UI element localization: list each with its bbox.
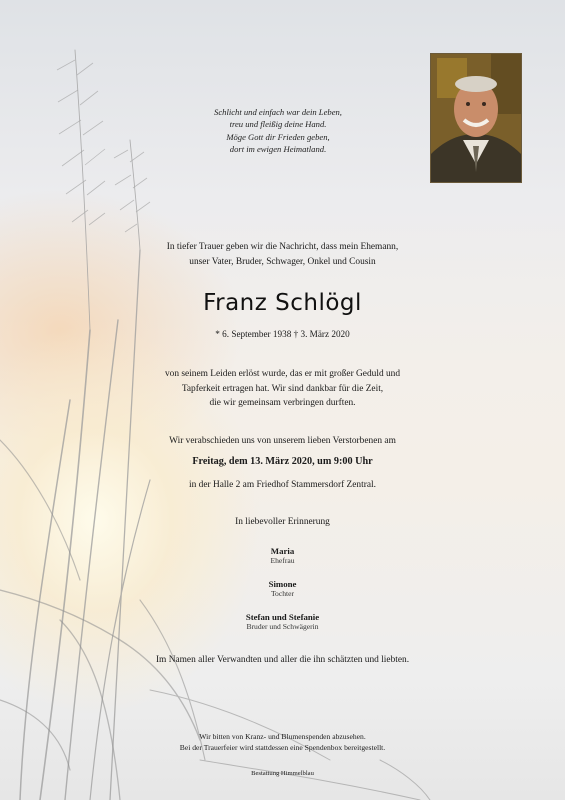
- portrait-photo: [430, 53, 522, 183]
- life-dates: * 6. September 1938 † 3. März 2020: [215, 329, 350, 339]
- relative-entry: [0, 579, 565, 598]
- message-line: die wir gemeinsam verbringen durften.: [209, 398, 356, 409]
- verse-line: Möge Gott dir Frieden geben,: [226, 131, 330, 142]
- relative-name: Maria: [270, 546, 295, 556]
- relative-entry: [0, 612, 565, 631]
- relative-name: Simone: [268, 579, 297, 589]
- relative-name: Stefan und Stefanie: [245, 612, 320, 622]
- footer-line: Bei der Trauerfeier wird stattdessen eine Spendenbox bereitgestellt.: [179, 743, 386, 752]
- funeral-home-credit: Bestattung Himmelblau: [251, 770, 314, 777]
- intro-line: In tiefer Trauer geben wir die Nachricht, dass mein Ehemann,: [166, 242, 399, 252]
- farewell-place: in der Halle 2 am Friedhof Stammersdorf Zentral.: [189, 480, 376, 490]
- relative-role: Ehefrau: [270, 556, 295, 565]
- relative-role: Bruder und Schwägerin: [246, 622, 319, 631]
- message-line: Tapferkeit ertragen hat. Wir sind dankbar für die Zeit,: [181, 383, 384, 394]
- intro-line: unser Vater, Bruder, Schwager, Onkel und Cousin: [189, 256, 376, 267]
- remembrance-label: In liebevoller Erinnerung: [235, 517, 330, 527]
- relative-role: Tochter: [270, 589, 295, 598]
- message-block: [0, 367, 565, 411]
- footer-line: Wir bitten von Kranz- und Blumenspenden abzusehen.: [199, 732, 366, 741]
- farewell-intro: Wir verabschieden uns von unserem lieben Verstorbenen am: [169, 436, 396, 446]
- message-line: von seinem Leiden erlöst wurde, das er mit großer Geduld und: [164, 369, 401, 379]
- footer-note: [0, 731, 565, 753]
- verse-line: Schlicht und einfach war dein Leben,: [214, 107, 342, 117]
- announcement-intro: [0, 240, 565, 269]
- deceased-name: Franz Schlögl: [203, 290, 362, 316]
- closing-line: Im Namen aller Verwandten und aller die ihn schätzten und liebten.: [155, 655, 410, 665]
- verse-line: dort im ewigen Heimatland.: [229, 144, 327, 155]
- memorial-verse: [178, 106, 378, 156]
- relative-entry: [0, 546, 565, 565]
- farewell-date: Freitag, dem 13. März 2020, um 9:00 Uhr: [192, 456, 373, 467]
- verse-line: treu und fleißig deine Hand.: [229, 119, 327, 130]
